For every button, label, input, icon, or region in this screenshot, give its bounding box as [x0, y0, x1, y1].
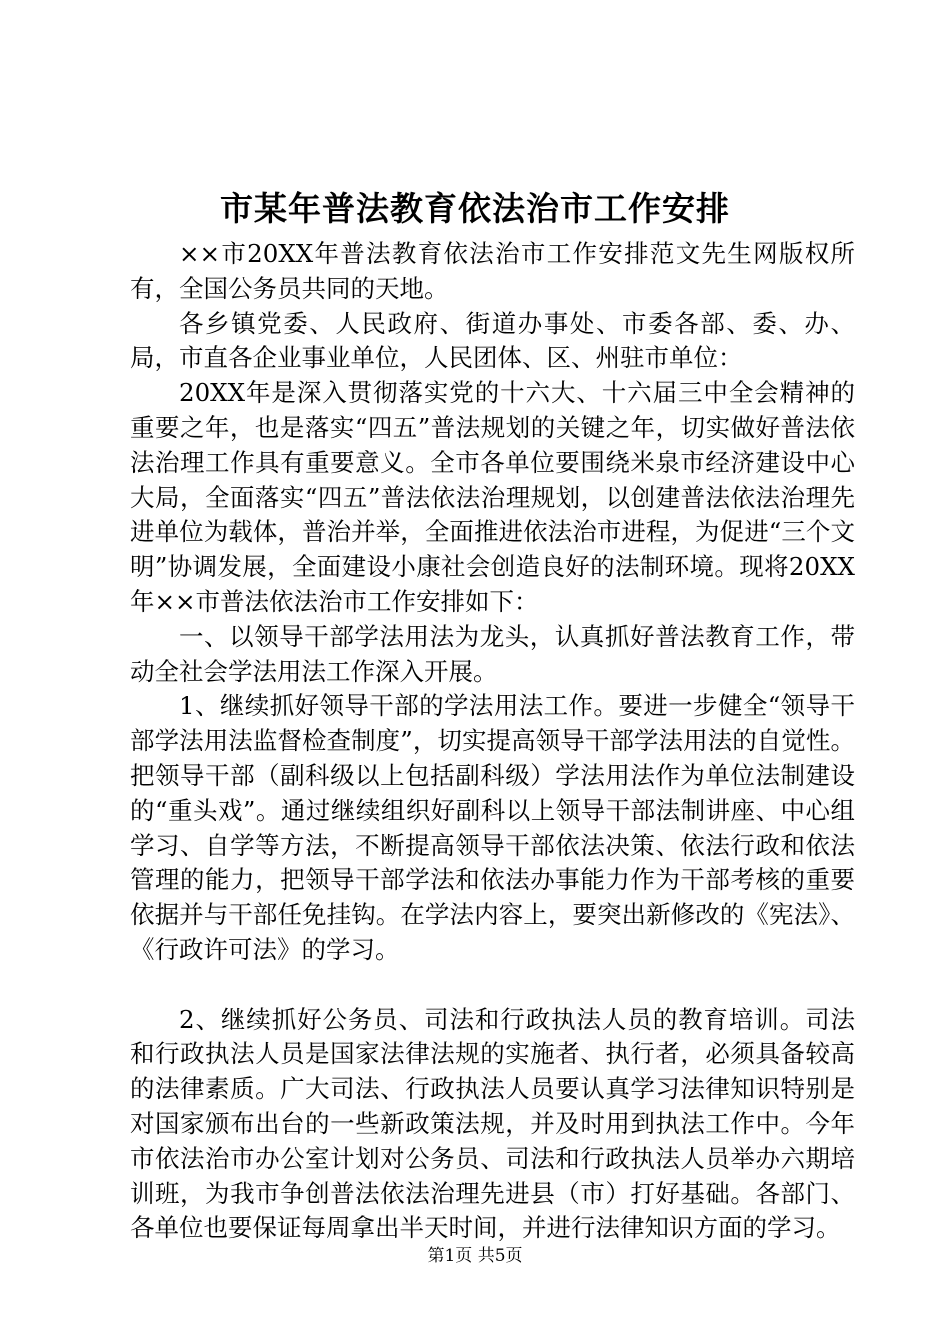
document-title: 市某年普法教育依法治市工作安排	[220, 189, 730, 228]
paragraph-item-2: 2、继续抓好公务员、司法和行政执法人员的教育培训。司法和行政执法人员是国家法律法规的实施者、执行者，必须具备较高的法律素质。广大司法、行政执法人员要认真学习法律知识特别是对国家颁布出台的一些新政策法规，并及时用到执法工作中。今年市依法治市办公室计划对公务员、司法和行政执法人员举办六期培训班，为我市争创普法依法治理先进县（市）打好基础。各部门、各单位也要保证每周拿出半天时间，并进行法律知识方面的学习。	[130, 1004, 855, 1243]
paragraph-section-1-heading: 一、以领导干部学法用法为龙头，认真抓好普法教育工作，带动全社会学法用法工作深入开展。	[130, 621, 855, 686]
paragraph-item-1: 1、继续抓好领导干部的学法用法工作。要进一步健全“领导干部学法用法监督检查制度”，切实提高领导干部学法用法的自觉性。把领导干部（副科级以上包括副科级）学法用法作为单位法制建设的“重头戏”。通过继续组织好副科以上领导干部法制讲座、中心组学习、自学等方法，不断提高领导干部依法决策、依法行政和依法管理的能力，把领导干部学法和依法办事能力作为干部考核的重要依据并与干部任免挂钩。在学法内容上，要突出新修改的《宪法》、《行政许可法》的学习。	[130, 691, 855, 964]
page-number-footer: 第1页 共5页	[427, 1246, 523, 1266]
paragraph-addressees: 各乡镇党委、人民政府、街道办事处、市委各部、委、办、局，市直各企业事业单位，人民团体、区、州驻市单位：	[130, 308, 855, 373]
paragraph-overview: 20XX年是深入贯彻落实党的十六大、十六届三中全会精神的重要之年，也是落实“四五”普法规划的关键之年，切实做好普法依法治理工作具有重要意义。全市各单位要围绕米泉市经济建设中心大局，全面落实“四五”普法依法治理规划，以创建普法依法治理先进单位为载体，普治并举，全面推进依法治市进程，为促进“三个文明”协调发展，全面建设小康社会创造良好的法制环境。现将20XX年××市普法依法治市工作安排如下：	[130, 378, 855, 616]
paragraph-intro: ××市20XX年普法教育依法治市工作安排范文先生网版权所有，全国公务员共同的天地。	[130, 239, 855, 303]
document-body	[130, 237, 855, 1246]
